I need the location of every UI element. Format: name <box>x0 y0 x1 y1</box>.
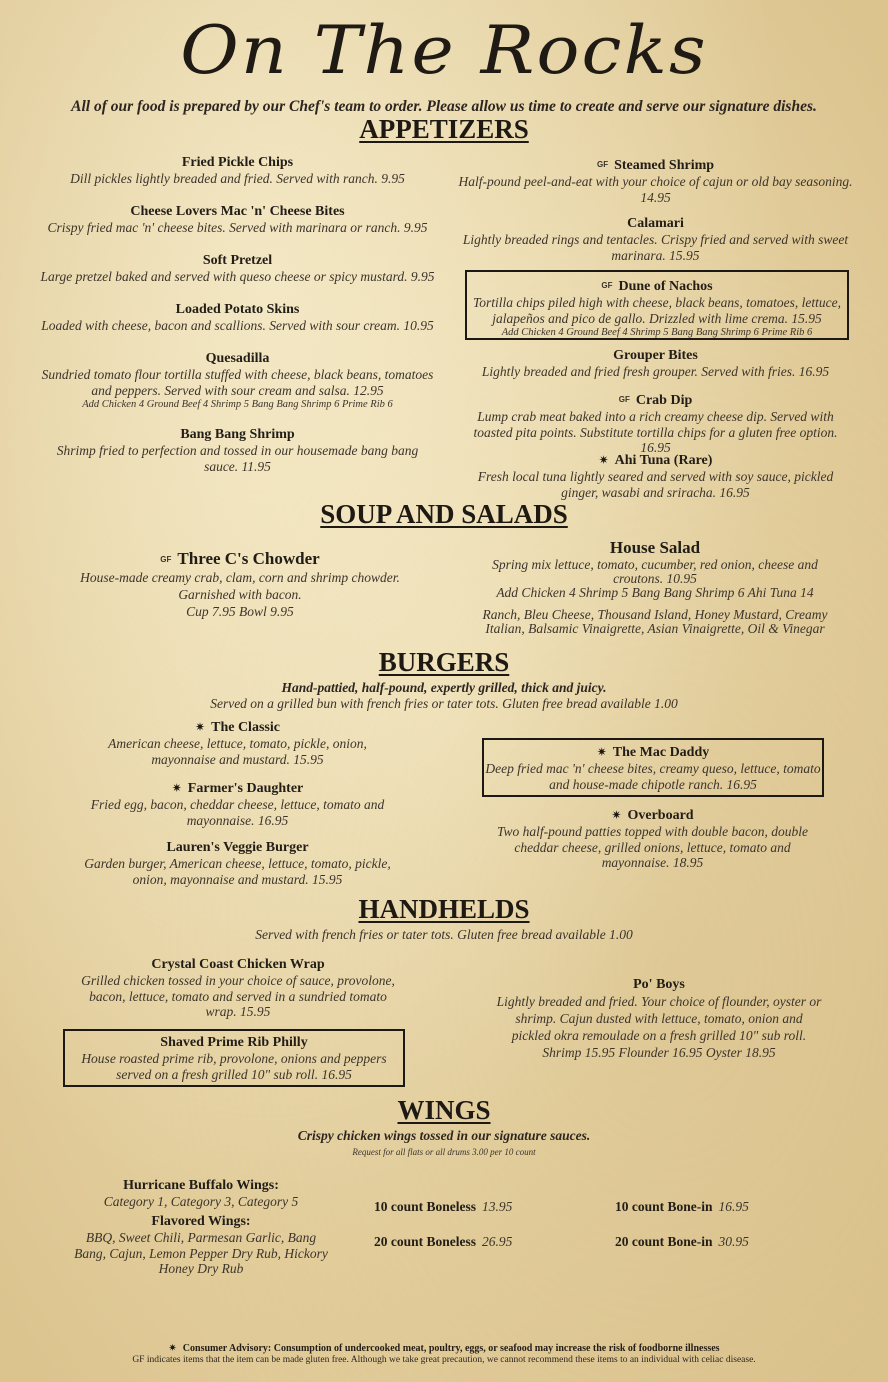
item-price: Shrimp 15.95 Flounder 16.95 Oyster 18.95 <box>542 1045 776 1060</box>
item-name: Farmer's Daughter <box>187 781 304 796</box>
item-name: Po' Boys <box>633 977 685 992</box>
item-desc: Category 1, Category 3, Category 5 <box>103 1194 299 1209</box>
menu-item-mac-cheese-bites <box>40 204 435 236</box>
section-title-burgers: BURGERS <box>378 647 510 677</box>
star-icon: ✷ <box>611 808 622 822</box>
menu-item-three-cs-chowder <box>60 549 420 620</box>
gluten-free-disclaimer: GF indicates items that the item can be made gluten free. Although we take great precaution, we cannot recommend these items to an individual with celiac disease. <box>132 1355 756 1365</box>
item-desc: Shrimp fried to perfection and tossed in our housemade bang bang sauce. 11.95 <box>56 443 419 474</box>
item-desc: Spring mix lettuce, tomato, cucumber, red onion, cheese and croutons. 10.95 <box>492 557 818 586</box>
item-desc: Dill pickles lightly breaded and fried. Served with ranch. 9.95 <box>70 171 405 186</box>
handhelds-note: Served with french fries or tater tots. Gluten free bread available 1.00 <box>255 927 633 942</box>
burgers-note: Served on a grilled bun with french fries or tater tots. Gluten free bread available 1.00 <box>210 696 678 711</box>
menu-item-steamed-shrimp <box>458 157 853 205</box>
item-desc: House-made creamy crab, clam, corn and shrimp chowder. Garnished with bacon. <box>80 570 400 602</box>
price-label: 10 count Boneless <box>374 1199 477 1214</box>
section-title-soup-salads: SOUP AND SALADS <box>320 499 568 529</box>
item-desc: Fresh local tuna lightly seared and served with soy sauce, pickled ginger, wasabi and sriracha. 16.95 <box>477 469 834 500</box>
menu-item-chicken-wrap <box>78 957 398 1020</box>
item-name: Soft Pretzel <box>202 253 273 268</box>
price-value: 30.95 <box>718 1234 749 1249</box>
item-desc: American cheese, lettuce, tomato, pickle, onion, mayonnaise and mustard. 15.95 <box>108 736 367 767</box>
item-price: Cup 7.95 Bowl 9.95 <box>186 604 294 619</box>
menu-item-house-salad <box>480 538 830 636</box>
item-name: Cheese Lovers Mac 'n' Cheese Bites <box>130 204 345 219</box>
item-name: Flavored Wings: <box>151 1214 251 1229</box>
item-name: Crystal Coast Chicken Wrap <box>151 957 325 972</box>
section-title-handhelds: HANDHELDS <box>358 894 530 924</box>
item-desc: Crispy fried mac 'n' cheese bites. Served with marinara or ranch. 9.95 <box>47 220 428 235</box>
item-desc: Large pretzel baked and served with queso cheese or spicy mustard. 9.95 <box>40 269 435 284</box>
menu-item-laurens-veggie-burger <box>80 840 395 887</box>
wing-price-10-boneless <box>374 1196 512 1215</box>
item-desc: Lightly breaded and fried. Your choice of flounder, oyster or shrimp. Cajun dusted with lettuce, tomato, onion and pickled okra remoulade on a fresh grilled 10" sub roll. <box>496 994 822 1043</box>
item-desc: Fried egg, bacon, cheddar cheese, lettuce, tomato and mayonnaise. 16.95 <box>90 797 385 828</box>
menu-item-farmers-daughter <box>80 780 395 828</box>
item-desc: Lightly breaded rings and tentacles. Crispy fried and served with sweet marinara. 15.95 <box>462 232 849 263</box>
item-addons: Add Chicken 4 Ground Beef 4 Shrimp 5 Bang Bang Shrimp 6 Prime Rib 6 <box>501 327 813 338</box>
menu-item-loaded-potato-skins <box>40 302 435 334</box>
price-value: 26.95 <box>482 1234 513 1249</box>
star-icon: ✷ <box>596 745 607 759</box>
featured-box-prime-rib-philly <box>63 1029 405 1087</box>
menu-item-fried-pickle-chips <box>40 155 435 187</box>
item-desc: Two half-pound patties topped with double bacon, double cheddar cheese, grilled onions, lettuce, tomato and mayonnaise. 18.95 <box>497 824 808 870</box>
star-icon: ✷ <box>171 781 182 795</box>
item-desc: Sundried tomato flour tortilla stuffed with cheese, black beans, tomatoes and peppers. Served with sour cream and salsa. 12.95 <box>41 367 434 398</box>
featured-box-mac-daddy <box>482 738 824 797</box>
menu-item-calamari <box>458 216 853 263</box>
consumer-advisory <box>0 1343 888 1354</box>
item-name: Crab Dip <box>635 393 693 408</box>
item-desc: Tortilla chips piled high with cheese, black beans, tomatoes, lettuce, jalapeños and pico de gallo. Drizzled with lime crema. 15.95 <box>472 295 842 326</box>
item-desc: BBQ, Sweet Chili, Parmesan Garlic, Bang Bang, Cajun, Lemon Pepper Dry Rub, Hickory Honey Dry Rub <box>74 1230 328 1276</box>
menu-item-bang-bang-shrimp <box>40 427 435 474</box>
item-name: The Mac Daddy <box>612 745 710 760</box>
menu-item-ahi-tuna <box>458 452 853 500</box>
burgers-subtitle: Hand-pattied, half-pound, expertly grilled, thick and juicy. <box>281 680 607 695</box>
item-name: The Classic <box>211 720 280 735</box>
salad-dressings: Ranch, Bleu Cheese, Thousand Island, Honey Mustard, Creamy Italian, Balsamic Vinaigrette, Asian Vinaigrette, Oil & Vinegar <box>482 607 828 636</box>
item-name: Ahi Tuna (Rare) <box>614 453 713 468</box>
star-icon: ✷ <box>598 453 609 467</box>
item-addons: Add Chicken 4 Shrimp 5 Bang Bang Shrimp 6 Ahi Tuna 14 <box>496 585 814 600</box>
wing-price-10-bone-in <box>615 1196 749 1215</box>
item-addons: Add Chicken 4 Ground Beef 4 Shrimp 5 Bang Bang Shrimp 6 Prime Rib 6 <box>82 399 393 410</box>
menu-item-overboard <box>495 807 810 871</box>
wings-request-note: Request for all flats or all drums 3.00 per 10 count <box>352 1147 536 1157</box>
menu-item-crab-dip <box>458 392 853 456</box>
item-desc: House roasted prime rib, provolone, onions and peppers served on a fresh grilled 10" sub roll. 16.95 <box>81 1051 387 1082</box>
gluten-free-icon: GF <box>618 395 630 404</box>
section-title-appetizers: APPETIZERS <box>359 114 529 144</box>
advisory-text: Consumer Advisory: Consumption of undercooked meat, poultry, eggs, or seafood may increase the risk of foodborne illnesses <box>182 1343 720 1354</box>
price-label: 20 count Bone-in <box>615 1234 713 1249</box>
menu-item-soft-pretzel <box>40 253 435 285</box>
price-label: 20 count Boneless <box>374 1234 477 1249</box>
item-name: Quesadilla <box>205 351 270 366</box>
item-desc: Deep fried mac 'n' cheese bites, creamy queso, lettuce, tomato and house-made chipotle ranch. 16.95 <box>485 761 821 792</box>
menu-item-the-classic <box>80 719 395 767</box>
tagline: All of our food is prepared by our Chef's team to order. Please allow us time to create and serve our signature dishes. <box>71 98 817 115</box>
item-name: Calamari <box>627 216 684 231</box>
item-name: Lauren's Veggie Burger <box>166 840 309 855</box>
price-value: 16.95 <box>718 1199 749 1214</box>
item-name: Bang Bang Shrimp <box>180 427 295 442</box>
item-name: Dune of Nachos <box>618 279 713 294</box>
item-desc: Lump crab meat baked into a rich creamy cheese dip. Served with toasted pita points. Substitute tortilla chips for a gluten free option. 16.95 <box>473 409 838 455</box>
item-name: Three C's Chowder <box>177 549 320 568</box>
wing-price-20-bone-in <box>615 1231 749 1250</box>
menu-item-grouper-bites <box>458 348 853 380</box>
item-name: Overboard <box>627 808 694 823</box>
star-icon: ✷ <box>168 1343 177 1354</box>
gluten-free-icon: GF <box>160 555 172 564</box>
menu-item-hurricane-wings <box>70 1178 332 1210</box>
item-desc: Grilled chicken tossed in your choice of sauce, provolone, bacon, lettuce, tomato and served in a sundried tomato wrap. 15.95 <box>81 973 395 1019</box>
menu-item-flavored-wings <box>70 1214 332 1277</box>
menu-item-po-boys <box>495 977 823 1061</box>
item-name: Hurricane Buffalo Wings: <box>123 1178 279 1193</box>
wing-price-20-boneless <box>374 1231 512 1250</box>
price-label: 10 count Bone-in <box>615 1199 713 1214</box>
item-name: Shaved Prime Rib Philly <box>160 1035 308 1050</box>
restaurant-logo: On The Rocks <box>180 12 708 89</box>
featured-box-dune-of-nachos <box>465 270 849 340</box>
item-name: Steamed Shrimp <box>614 158 715 173</box>
item-desc: Loaded with cheese, bacon and scallions. Served with sour cream. 10.95 <box>41 318 434 333</box>
item-desc: Lightly breaded and fried fresh grouper. Served with fries. 16.95 <box>481 364 830 379</box>
star-icon: ✷ <box>195 720 206 734</box>
item-name: House Salad <box>609 538 701 557</box>
price-value: 13.95 <box>482 1199 513 1214</box>
item-desc: Half-pound peel-and-eat with your choice of cajun or old bay seasoning. 14.95 <box>458 174 853 205</box>
item-desc: Garden burger, American cheese, lettuce, tomato, pickle, onion, mayonnaise and mustard. 15.95 <box>84 856 391 887</box>
gluten-free-icon: GF <box>596 160 609 169</box>
section-title-wings: WINGS <box>397 1095 491 1125</box>
item-name: Fried Pickle Chips <box>181 155 294 170</box>
menu-item-quesadilla <box>40 351 435 411</box>
wings-subtitle: Crispy chicken wings tossed in our signature sauces. <box>297 1128 591 1143</box>
item-name: Loaded Potato Skins <box>175 302 300 317</box>
item-name: Grouper Bites <box>613 348 698 363</box>
gluten-free-icon: GF <box>601 281 613 290</box>
